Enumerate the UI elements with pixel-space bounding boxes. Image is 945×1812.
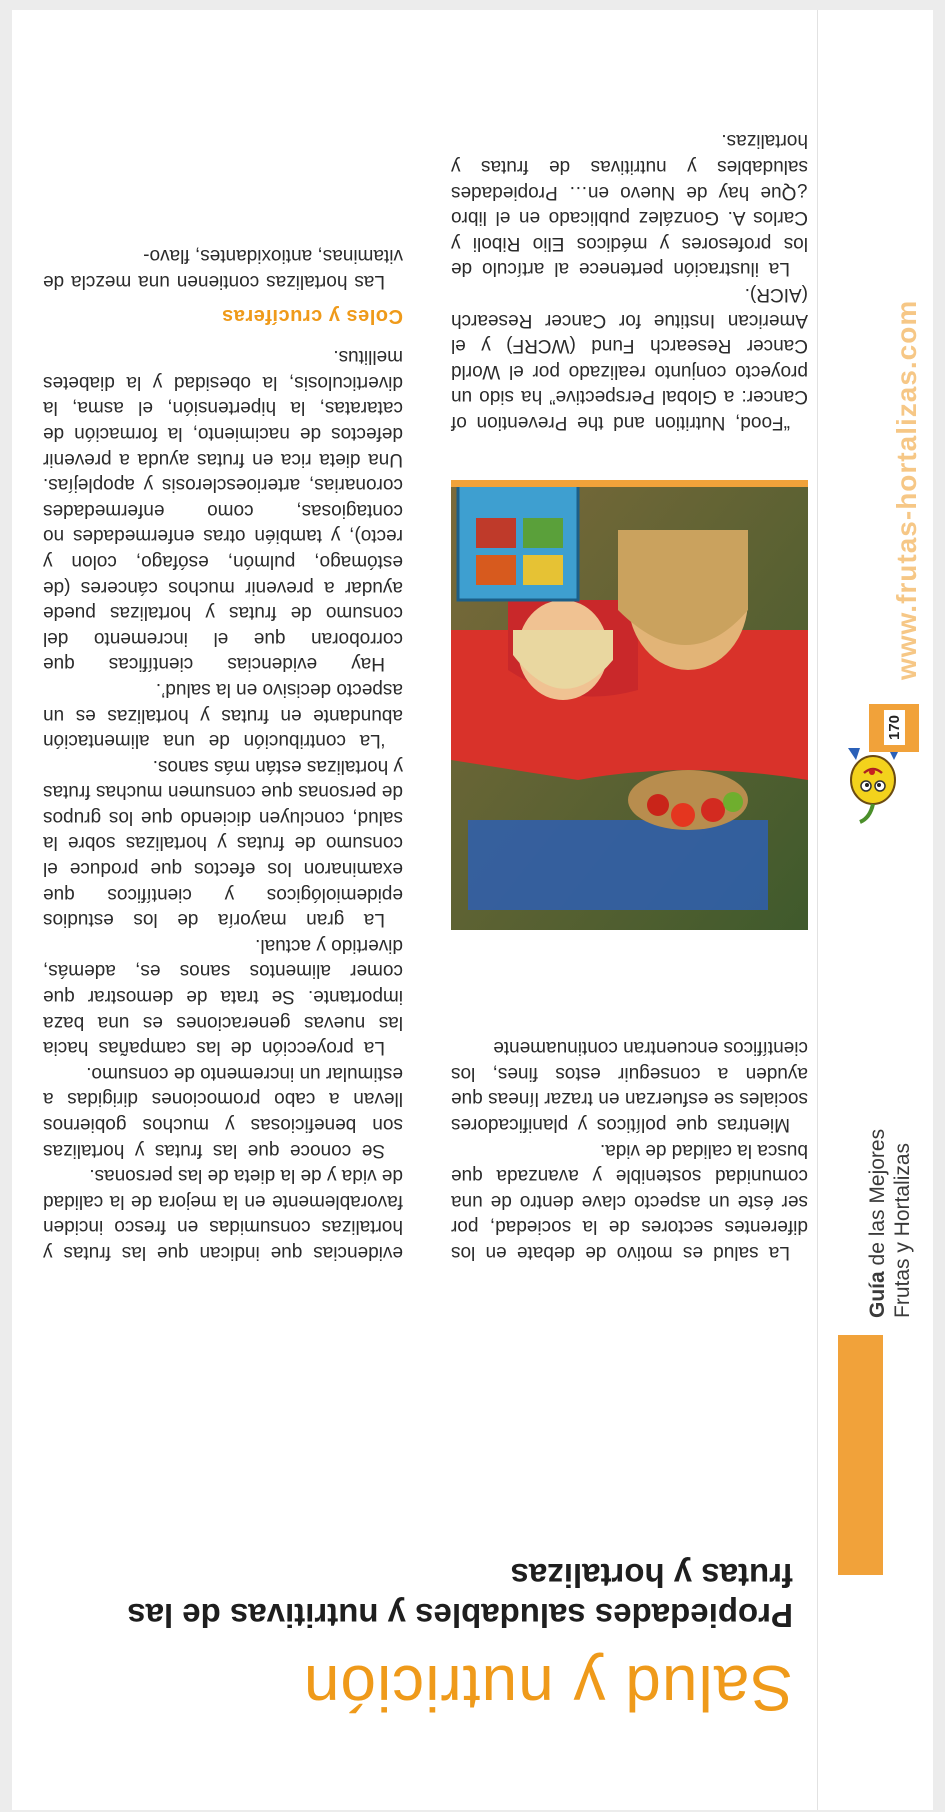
body-paragraph-4: La gran mayoría de los estudios epidemiológicos y científicos que examinaron los efectos que produce el consumo de frutas y hortalizas sobre la salud, concluyen diciendo que los grupos de personas que consumen muchas frutas y hortalizas están más sanos. [43,755,403,931]
side-band [817,10,933,1810]
page-number-box [869,704,919,752]
guide-label-rest: de las Mejores [866,1128,889,1272]
main-text-column [43,243,403,1265]
mascot-icon [838,745,908,830]
caption-column [451,128,808,435]
guide-label-line2: Frutas y Hortalizas [891,1142,914,1318]
body-paragraph-2: Se conoce que las frutas y hortalizas son beneficiosas y muchos gobiernos llevan a cabo promociones dirigidas a estimular un incremento de consumo. [43,1062,403,1161]
caption-paragraph-1: “Food, Nutrition and the Prevention of Cancer: a Global Perspective” ha sido un proyecto conjunto realizado por el World Cancer Research Fund (WCRF) y el American Institue for Cancer Research (AICR). [451,284,808,433]
guide-label [865,1108,915,1318]
page-subtitle: Propiedades saludables y nutritivas de las frutas y hortalizas [127,1557,793,1634]
body-paragraph-3: La proyección de las campañas hacia las nuevas generaciones es una baza importante. Se trata de demostrar que comer alimentos sanos es, además, divertido y actual. [43,934,403,1059]
children-fruit-photo [451,480,808,930]
document-page [12,10,933,1810]
section-heading: Coles y crucíferas [221,304,403,327]
intro-column [451,1035,808,1265]
page-title: Salud y nutrición [302,1652,793,1724]
website-url: www.frutas-hortalizas.com [891,299,922,680]
page-number: 170 [884,710,905,745]
photo-accent-band [451,480,808,487]
intro-paragraph-1: La salud es motivo de debate en los diferentes sectores de la sociedad, por ser éste un aspecto clave dentro de una comunidad sostenible y avanzada que busca la calidad de vida. [451,1139,808,1263]
guide-color-bar [838,1335,883,1575]
photo-illustration [451,480,808,930]
body-paragraph-7: Las hortalizas contienen una mezcla de vitaminas, antioxidantes, flavo- [43,245,403,293]
body-paragraph-1: evidencias que indican que las frutas y hortalizas consumidas en fresco inciden favorablemente en la mejora de la calidad de vida y de la dieta de las personas. [43,1165,403,1263]
intro-paragraph-2: Mientras que políticos y planificadores sociales se esfuerzan en trazar líneas que ayuden a conseguir estos fines, los científicos encuentran continuamente [451,1037,808,1136]
caption-paragraph-2: La ilustración pertenece al artículo de los profesores y médicos Elio Riboli y Carlos A. González publicado en el libro ¿Que hay de Nuevo en… Propiedades saludables y nutritivas de frutas y hortalizas. [451,130,808,280]
body-paragraph-6: Hay evidencias científicas que corroboran que el incremento del consumo de frutas y hortalizas puede ayudar a prevenir muchos cánceres (de estómago, pulmón, esófago, colon y recto), y también otras enfermedades no contagiosas, como enfermedades coronarias, arterioesclerosis y apoplejías. Una dieta rica en frutas ayuda a prevenir defectos de nacimiento, la formación de cataratas, la hipertensión, el asma, la diverticulosis, la obesidad y la diabetes mellitus. [43,346,403,675]
guide-label-bold: Guía [866,1271,889,1318]
body-paragraph-5: ‘La contribución de una alimentación abundante en frutas y hortalizas es un aspecto decisivo en la salud’. [43,678,403,752]
